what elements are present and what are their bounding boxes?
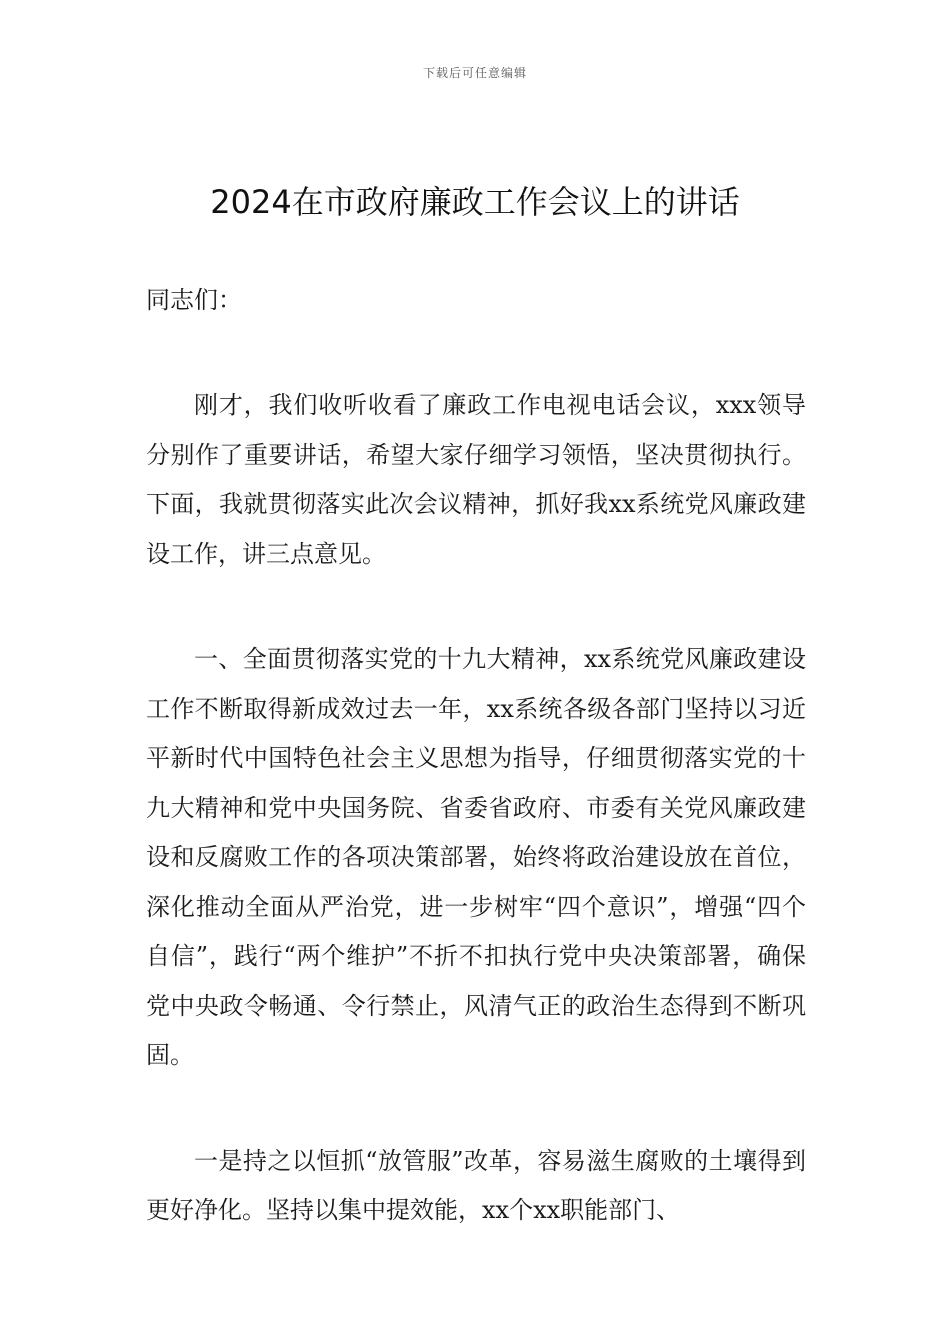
header-note: 下载后可任意编辑 [422,66,527,80]
paragraph-point-one: 一是持之以恒抓“放管服”改革，容易滋生腐败的土壤得到更好净化。坚持以集中提效能，xx个xx职能部门、 [146,1146,806,1224]
document-body [146,276,806,1236]
paragraph-opening: 刚才，我们收听收看了廉政工作电视电话会议，xxx领导分别作了重要讲话，希望大家仔细学习领悟，坚决贯彻执行。下面，我就贯彻落实此次会议精神，抓好我xx系统党风廉政建设工作，讲三点意见。 [146,391,806,568]
paragraph-section-one: 一、全面贯彻落实党的十九大精神，xx系统党风廉政建设工作不断取得新成效过去一年，xx系统各级各部门坚持以习近平新时代中国特色社会主义思想为指导，仔细贯彻落实党的十九大精神和党中央国务院、省委省政府、市委有关党风廉政建设和反腐败工作的各项决策部署，始终将政治建设放在首位，深化推动全面从严治党，进一步树牢“四个意识”，增强“四个自信”，践行“两个维护”不折不扣执行党中央决策部署，确保党中央政令畅通、令行禁止，风清气正的政治生态得到不断巩固。 [146,645,806,1069]
salutation: 同志们： [146,286,242,314]
document-title: 2024在市政府廉政工作会议上的讲话 [210,183,740,221]
